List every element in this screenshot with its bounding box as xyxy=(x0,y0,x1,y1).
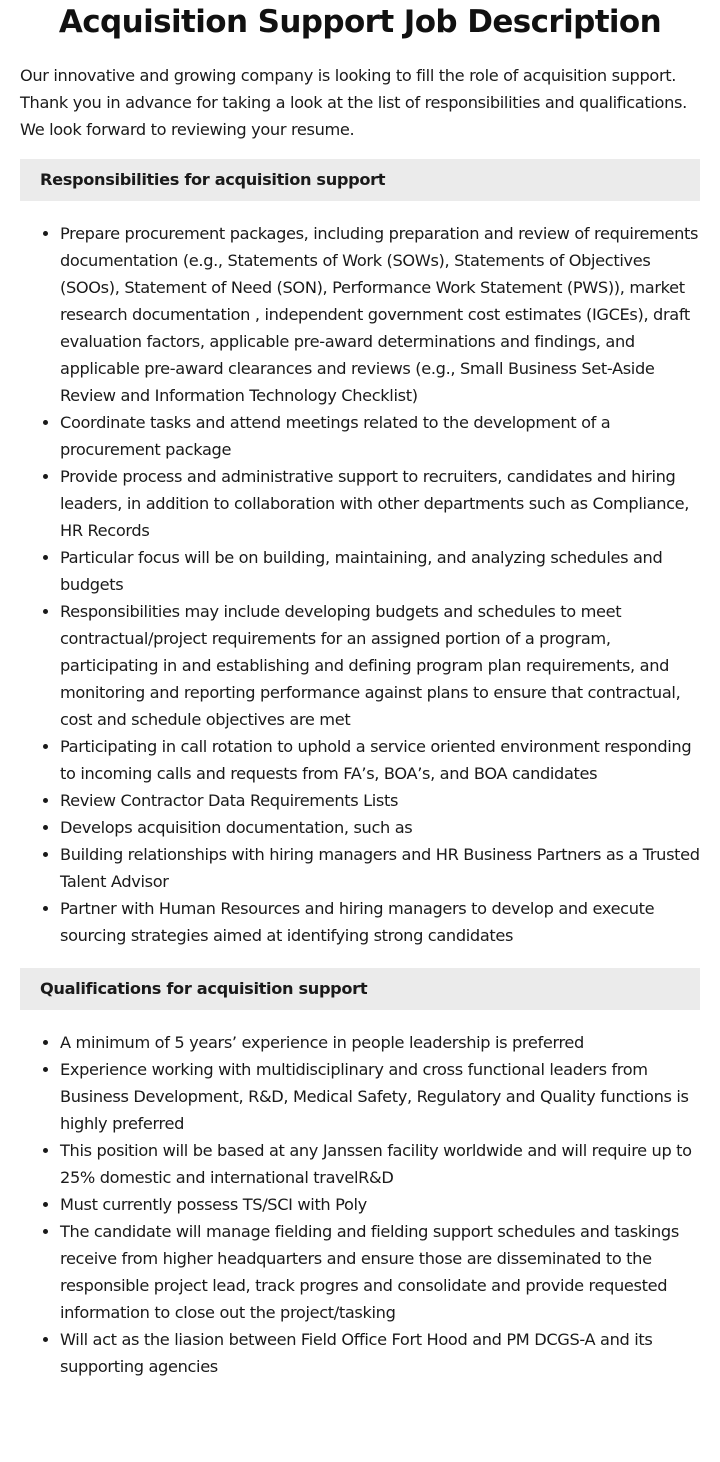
qualifications-heading: Qualifications for acquisition support xyxy=(20,968,700,1010)
list-item: Building relationships with hiring managers and HR Business Partners as a Trusted Talent Advisor xyxy=(60,841,700,895)
list-item: Coordinate tasks and attend meetings related to the development of a procurement package xyxy=(60,409,700,463)
list-item: Develops acquisition documentation, such as xyxy=(60,814,700,841)
list-item: Must currently possess TS/SCI with Poly xyxy=(60,1191,700,1218)
responsibilities-list xyxy=(20,220,700,949)
list-item: Will act as the liasion between Field Office Fort Hood and PM DCGS-A and its supporting agencies xyxy=(60,1326,700,1380)
list-item: This position will be based at any Janssen facility worldwide and will require up to 25% domestic and international travelR&D xyxy=(60,1137,700,1191)
list-item: Review Contractor Data Requirements Lists xyxy=(60,787,700,814)
page-title: Acquisition Support Job Description xyxy=(58,4,662,40)
list-item: Provide process and administrative support to recruiters, candidates and hiring leaders, in addition to collaboration with other departments such as Compliance, HR Records xyxy=(60,463,700,544)
list-item: The candidate will manage fielding and fielding support schedules and taskings receive from higher headquarters and ensure those are disseminated to the responsible project lead, track progres and consolidate and provide requested information to close out the project/tasking xyxy=(60,1218,700,1326)
list-item: Prepare procurement packages, including preparation and review of requirements documentation (e.g., Statements of Work (SOWs), Statements of Objectives (SOOs), Statement of Need (SON), Performance Work Statement (PWS)), market research documentation , independent government cost estimates (IGCEs), draft evaluation factors, applicable pre-award determinations and findings, and applicable pre-award clearances and reviews (e.g., Small Business Set-Aside Review and Information Technology Checklist) xyxy=(60,220,700,409)
list-item: Particular focus will be on building, maintaining, and analyzing schedules and budgets xyxy=(60,544,700,598)
list-item: Experience working with multidisciplinary and cross functional leaders from Business Development, R&D, Medical Safety, Regulatory and Quality functions is highly preferred xyxy=(60,1056,700,1137)
responsibilities-heading: Responsibilities for acquisition support xyxy=(20,159,700,201)
list-item: Responsibilities may include developing budgets and schedules to meet contractual/project requirements for an assigned portion of a program, participating in and establishing and defining program plan requirements, and monitoring and reporting performance against plans to ensure that contractual, cost and schedule objectives are met xyxy=(60,598,700,733)
list-item: Participating in call rotation to uphold a service oriented environment responding to incoming calls and requests from FA’s, BOA’s, and BOA candidates xyxy=(60,733,700,787)
qualifications-list xyxy=(20,1029,700,1380)
list-item: Partner with Human Resources and hiring managers to develop and execute sourcing strategies aimed at identifying strong candidates xyxy=(60,895,700,949)
list-item: A minimum of 5 years’ experience in people leadership is preferred xyxy=(60,1029,700,1056)
intro-paragraph: Our innovative and growing company is looking to fill the role of acquisition support. Thank you in advance for taking a look at the list of responsibilities and qualifications. We look forward to reviewing your resume. xyxy=(20,66,687,139)
